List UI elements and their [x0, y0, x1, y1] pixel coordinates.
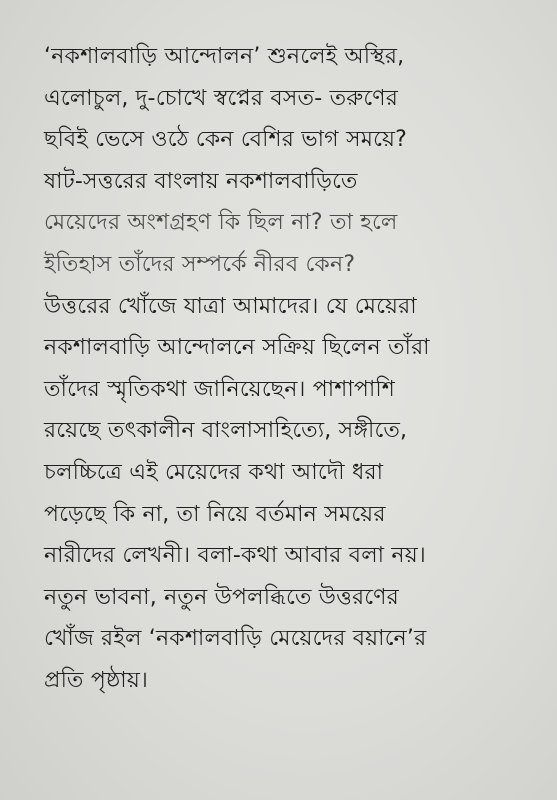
blurb-line: নারীদের লেখনী। বলা-কথা আবার বলা নয়। [44, 543, 426, 569]
blurb-line: নকশালবাড়ি আন্দোলনে সক্রিয় ছিলেন তাঁরা [44, 335, 430, 361]
blurb-line: উত্তরের খোঁজে যাত্রা আমাদের। যে মেয়েরা [44, 293, 417, 319]
blurb-line: প্রতি পৃষ্ঠায়। [44, 667, 149, 693]
blurb-line: পড়েছে কি না, তা নিয়ে বর্তমান সময়ের [44, 501, 386, 527]
blurb-line: রয়েছে তৎকালীন বাংলাসাহিত্যে, সঙ্গীতে, [44, 418, 408, 444]
blurb-line: খোঁজ রইল ‘নকশালবাড়ি মেয়েদের বয়ানে’র [44, 626, 427, 652]
blurb-line: ছবিই ভেসে ওঠে কেন বেশির ভাগ সময়ে? [44, 127, 408, 153]
blurb-line: চলচ্চিত্রে এই মেয়েদের কথা আদৌ ধরা [44, 459, 384, 485]
blurb-line: এলোচুল, দু-চোখে স্বপ্নের বসত- তরুণের [44, 85, 399, 111]
blurb-line: ইতিহাস তাঁদের সম্পর্কে নীরব কেন? [44, 251, 356, 277]
blurb-line: ‘নকশালবাড়ি আন্দোলন’ শুনলেই অস্থির, [44, 44, 405, 69]
blurb-line: মেয়েদের অংশগ্রহণ কি ছিল না? তা হলে [44, 210, 398, 236]
blurb-line: ষাট-সত্তরের বাংলায় নকশালবাড়িতে [44, 168, 358, 194]
blurb-text [44, 36, 544, 702]
blurb-line: নতুন ভাবনা, নতুন উপলব্ধিতে উত্তরণের [44, 584, 399, 610]
blurb-line: তাঁদের স্মৃতিকথা জানিয়েছেন। পাশাপাশি [44, 376, 395, 402]
